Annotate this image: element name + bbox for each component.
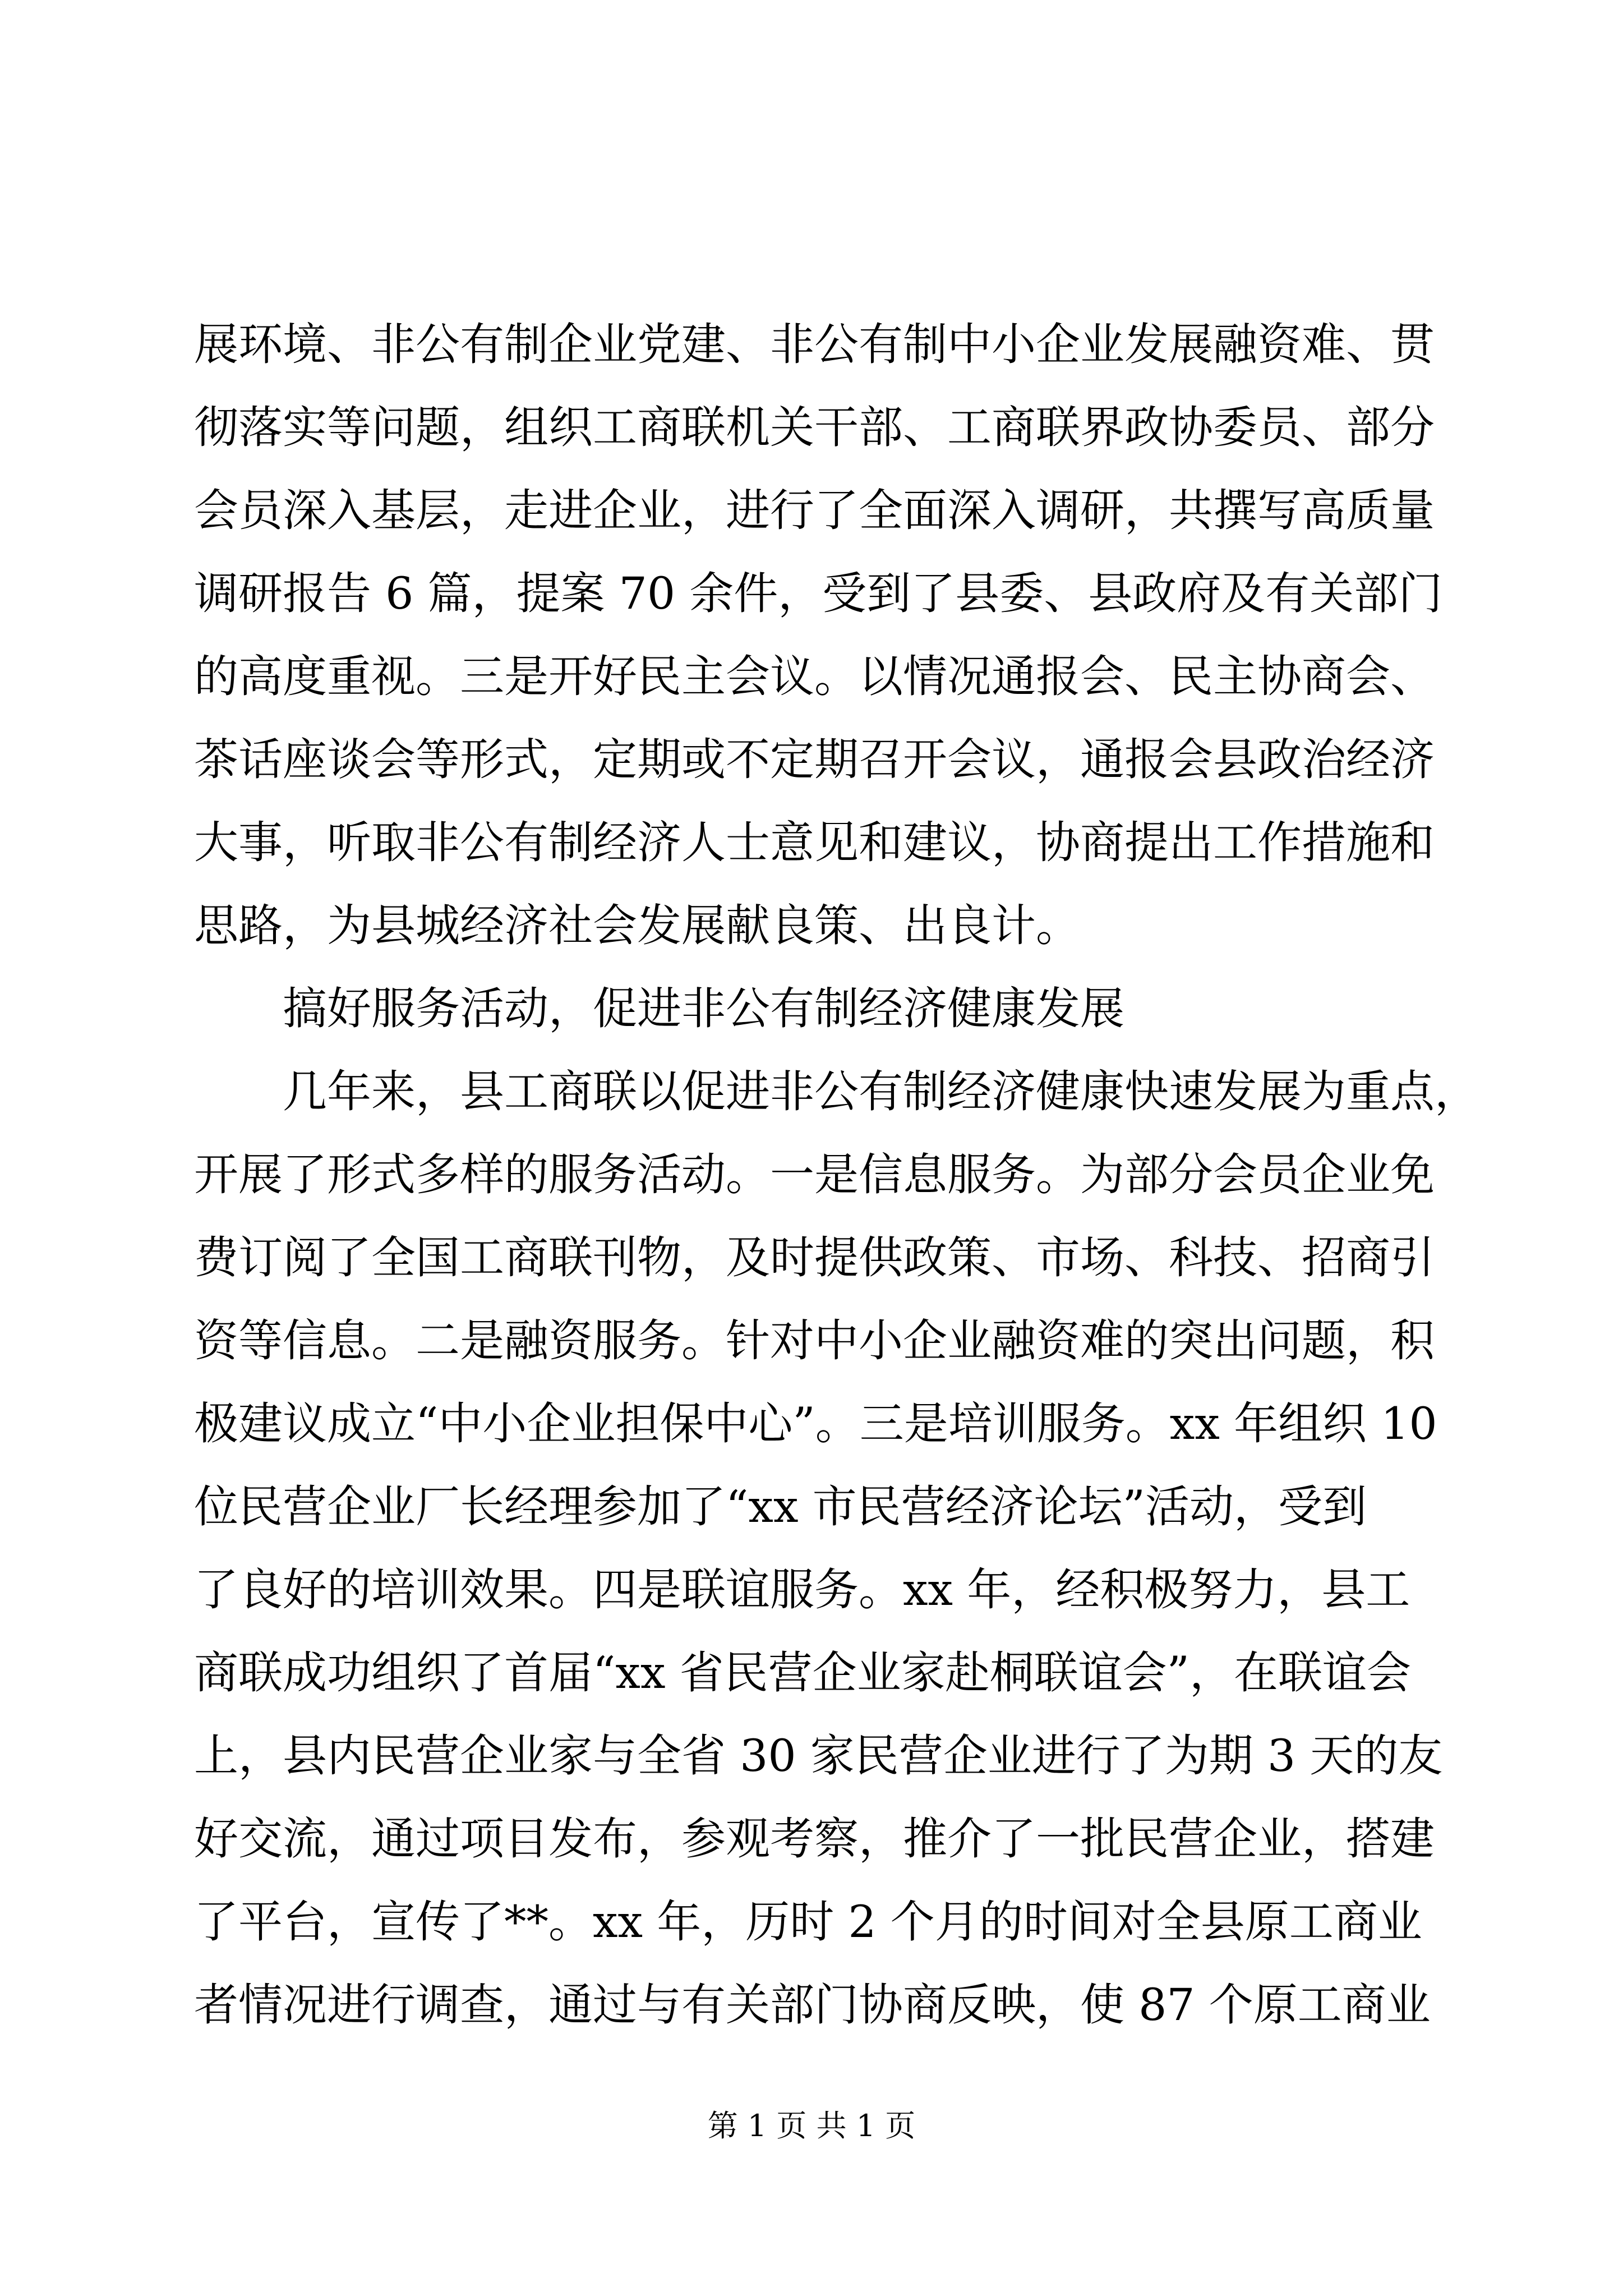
- text-line-17: 商联成功组织了首届“xx 省民营企业家赴桐联谊会”，在联谊会: [194, 1647, 1411, 1699]
- text-line-13: 资等信息。二是融资服务。针对中小企业融资难的突出问题，积: [194, 1315, 1435, 1366]
- text-line-11: 开展了形式多样的服务活动。一是信息服务。为部分会员企业免: [194, 1149, 1435, 1200]
- text-line-2: 彻落实等问题，组织工商联机关干部、工商联界政协委员、部分: [194, 402, 1435, 453]
- text-line-10: 几年来，县工商联以促进非公有制经济健康快速发展为重点，: [194, 1066, 1479, 1117]
- text-line-20: 了平台，宣传了**。xx 年，历时 2 个月的时间对全县原工商业: [194, 1896, 1422, 1948]
- page-footer: 第 1 页 共 1 页: [707, 2108, 916, 2143]
- text-line-1: 展环境、非公有制企业党建、非公有制中小企业发展融资难、贯: [194, 319, 1435, 370]
- document-body: [194, 303, 1479, 2046]
- text-line-16: 了良好的培训效果。四是联谊服务。xx 年，经积极努力，县工: [194, 1564, 1410, 1616]
- text-line-4: 调研报告 6 篇，提案 70 余件，受到了县委、县政府及有关部门: [194, 568, 1443, 619]
- text-line-18: 上，县内民营企业家与全省 30 家民营企业进行了为期 3 天的友: [194, 1730, 1443, 1782]
- text-line-6: 茶话座谈会等形式，定期或不定期召开会议，通报会县政治经济: [194, 734, 1435, 785]
- text-line-5: 的高度重视。三是开好民主会议。以情况通报会、民主协商会、: [194, 651, 1435, 702]
- text-line-21: 者情况进行调查，通过与有关部门协商反映，使 87 个原工商业: [194, 1979, 1431, 2031]
- text-line-3: 会员深入基层，走进企业，进行了全面深入调研，共撰写高质量: [194, 485, 1435, 536]
- text-line-12: 费订阅了全国工商联刊物，及时提供政策、市场、科技、招商引: [194, 1232, 1435, 1283]
- text-line-19: 好交流，通过项目发布，参观考察，推介了一批民营企业，搭建: [194, 1813, 1435, 1865]
- text-line-7: 大事，听取非公有制经济人士意见和建议，协商提出工作措施和: [194, 817, 1435, 868]
- text-line-14: 极建议成立“中小企业担保中心”。三是培训服务。xx 年组织 10: [194, 1398, 1437, 1450]
- section-heading: 搞好服务活动，促进非公有制经济健康发展: [194, 983, 1124, 1034]
- text-line-8: 思路，为县城经济社会发展献良策、出良计。: [194, 900, 1080, 951]
- text-line-15: 位民营企业厂长经理参加了“xx 市民营经济论坛”活动，受到: [194, 1481, 1367, 1533]
